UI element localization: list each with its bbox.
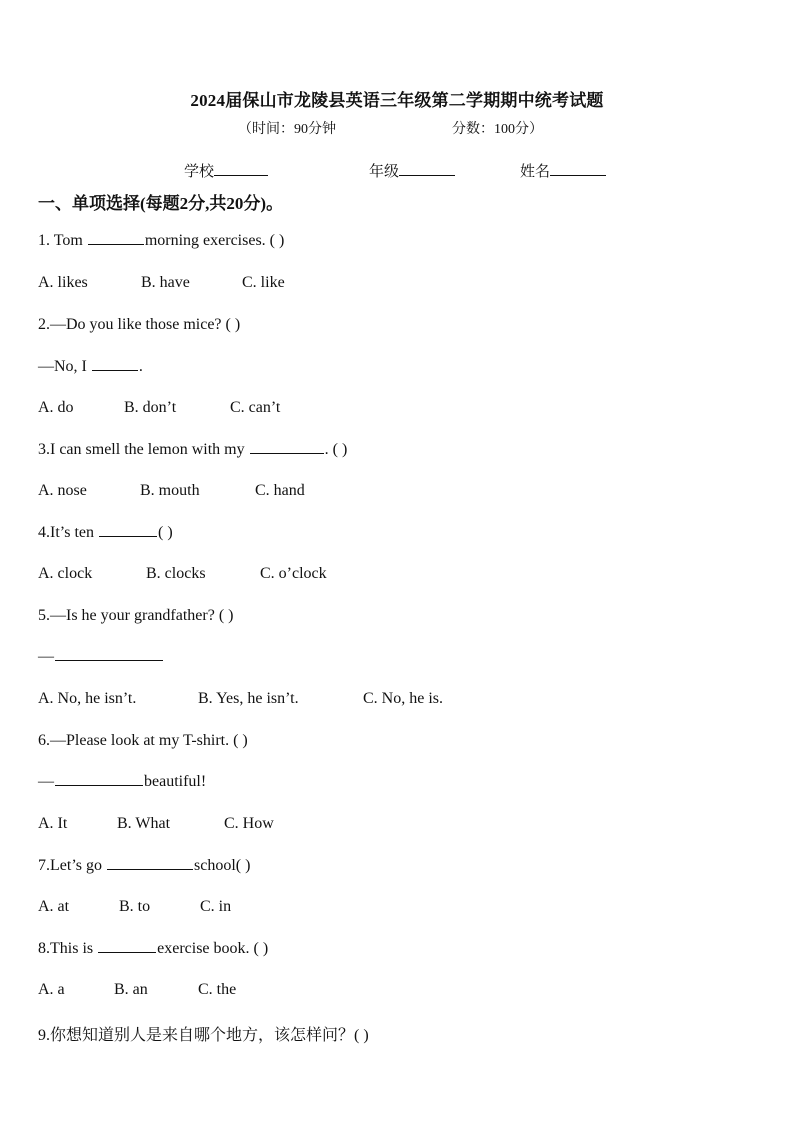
name-field bbox=[520, 160, 606, 181]
grade-blank bbox=[399, 161, 455, 176]
question-5-reply bbox=[38, 648, 164, 666]
question-7-text-end: school( ) bbox=[194, 857, 251, 874]
question-1-blank bbox=[88, 232, 144, 245]
q1-option-a: A. likes bbox=[38, 274, 88, 291]
question-4-text-end: ( ) bbox=[158, 524, 173, 541]
q3-option-b: B. mouth bbox=[140, 482, 200, 499]
question-4 bbox=[38, 524, 173, 542]
question-5-reply-text: — bbox=[38, 648, 54, 665]
question-8-text: 8.This is bbox=[38, 940, 98, 957]
question-8-blank bbox=[98, 940, 156, 953]
q2-option-b: B. don’t bbox=[124, 399, 177, 416]
q2-option-a: A. do bbox=[38, 399, 74, 416]
question-1 bbox=[38, 232, 284, 250]
question-6-reply-text: — bbox=[38, 773, 54, 790]
question-2: 2.—Do you like those mice? ( ) bbox=[38, 316, 241, 333]
exam-time: （时间：90分钟 bbox=[238, 122, 336, 137]
question-5-blank bbox=[55, 648, 163, 661]
school-blank bbox=[214, 161, 268, 176]
question-5: 5.—Is he your grandfather? ( ) bbox=[38, 607, 234, 624]
q3-option-a: A. nose bbox=[38, 482, 87, 499]
q2-option-c: C. can’t bbox=[230, 399, 281, 416]
question-6: 6.—Please look at my T-shirt. ( ) bbox=[38, 732, 248, 749]
question-2-reply-text: —No, I bbox=[38, 358, 91, 375]
question-8-text-end: exercise book. ( ) bbox=[157, 940, 269, 957]
question-1-text-end: morning exercises. ( ) bbox=[144, 232, 285, 249]
q3-option-c: C. hand bbox=[255, 482, 305, 499]
school-field bbox=[184, 160, 268, 181]
q7-option-c: C. in bbox=[200, 898, 232, 915]
q4-option-b: B. clocks bbox=[146, 565, 206, 582]
question-6-reply-end: beautiful! bbox=[144, 773, 207, 790]
question-8 bbox=[38, 940, 268, 958]
question-7-blank bbox=[107, 857, 193, 870]
question-3-blank bbox=[250, 441, 324, 454]
question-7-text: 7.Let’s go bbox=[38, 857, 106, 874]
q1-option-b: B. have bbox=[141, 274, 190, 291]
question-7 bbox=[38, 857, 250, 875]
exam-score: 分数：100分） bbox=[452, 122, 543, 137]
grade-field bbox=[369, 160, 455, 181]
question-2-reply-end: . bbox=[138, 358, 143, 375]
q8-option-a: A. a bbox=[38, 981, 65, 998]
question-6-blank bbox=[55, 773, 143, 786]
question-6-reply bbox=[38, 773, 206, 791]
name-blank bbox=[550, 161, 606, 176]
q5-option-b: B. Yes, he isn’t. bbox=[198, 690, 299, 707]
q6-option-b: B. What bbox=[117, 815, 171, 832]
q6-option-a: A. It bbox=[38, 815, 68, 832]
school-label: 学校 bbox=[184, 164, 215, 180]
section-heading: 一、单项选择(每题2分,共20分)。 bbox=[38, 194, 284, 213]
question-3 bbox=[38, 441, 347, 459]
exam-title: 2024届保山市龙陵县英语三年级第二学期期中统考试题 bbox=[190, 91, 604, 110]
question-3-text: 3.I can smell the lemon with my bbox=[38, 441, 249, 458]
q5-option-c: C. No, he is. bbox=[363, 690, 443, 707]
grade-label: 年级 bbox=[369, 164, 400, 180]
q7-option-b: B. to bbox=[119, 898, 151, 915]
question-4-blank bbox=[99, 524, 157, 537]
name-label: 姓名 bbox=[520, 164, 551, 180]
q1-option-c: C. like bbox=[242, 274, 285, 291]
q4-option-c: C. o’clock bbox=[260, 565, 327, 582]
question-2-reply bbox=[38, 358, 143, 376]
q8-option-c: C. the bbox=[198, 981, 237, 998]
q7-option-a: A. at bbox=[38, 898, 70, 915]
q6-option-c: C. How bbox=[224, 815, 274, 832]
question-4-text: 4.It’s ten bbox=[38, 524, 98, 541]
question-3-text-end: . ( ) bbox=[324, 441, 348, 458]
question-1-text: 1. Tom bbox=[38, 232, 87, 249]
q8-option-b: B. an bbox=[114, 981, 148, 998]
question-2-blank bbox=[92, 358, 138, 371]
question-9: 9.你想知道别人是来自哪个地方，该怎样问？( ) bbox=[38, 1027, 369, 1044]
q5-option-a: A. No, he isn’t. bbox=[38, 690, 137, 707]
q4-option-a: A. clock bbox=[38, 565, 93, 582]
